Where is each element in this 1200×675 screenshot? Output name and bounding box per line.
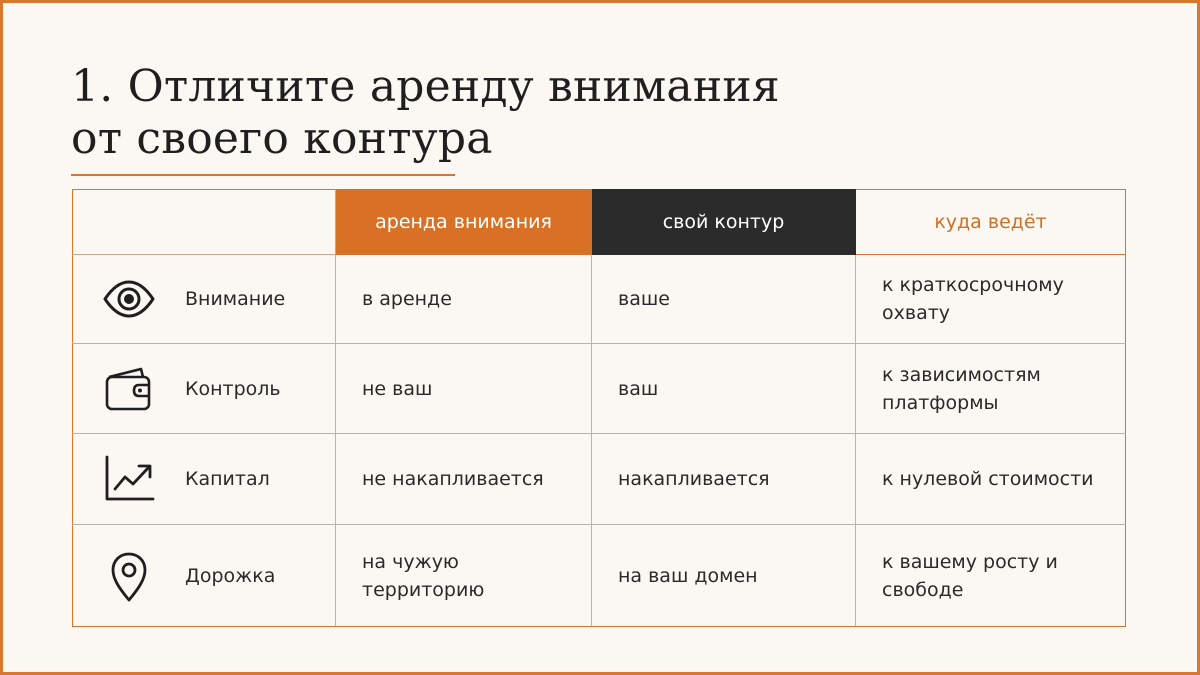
- leads-cell: к нулевой стоимости: [856, 434, 1126, 525]
- rent-cell: не накапливается: [336, 434, 592, 525]
- row-label-cell: [73, 434, 336, 525]
- header-own-contour: свой контур: [592, 190, 856, 255]
- title-line-2: от своего контура: [71, 113, 493, 164]
- row-label: Внимание: [185, 288, 286, 310]
- table-row: [73, 344, 1126, 434]
- row-label-cell: [73, 344, 336, 434]
- leads-cell: к зависимостям платформы: [856, 344, 1126, 434]
- row-label: Контроль: [185, 377, 281, 400]
- slide-title: [71, 61, 780, 165]
- comparison-table: [72, 189, 1126, 627]
- wallet-icon: [101, 361, 157, 417]
- header-empty-cell: [73, 190, 336, 255]
- row-label-cell: [73, 255, 336, 344]
- own-cell: накапливается: [592, 434, 856, 525]
- header-rent-attention: аренда внимания: [336, 190, 592, 255]
- title-underline: [71, 174, 455, 176]
- row-label: Капитал: [185, 468, 270, 490]
- table-row: [73, 525, 1126, 627]
- table-row: [73, 255, 1126, 344]
- leads-cell: к краткосрочному охвату: [856, 255, 1126, 344]
- table-row: [73, 434, 1126, 525]
- title-line-1: 1. Отличите аренду внимания: [71, 61, 780, 112]
- row-label-cell: [73, 525, 336, 627]
- rent-cell: на чужую территорию: [336, 525, 592, 627]
- own-cell: ваше: [592, 255, 856, 344]
- own-cell: ваш: [592, 344, 856, 434]
- rent-cell: в аренде: [336, 255, 592, 344]
- header-where-it-leads: куда ведёт: [856, 190, 1126, 255]
- leads-cell: к вашему росту и свободе: [856, 525, 1126, 627]
- eye-icon: [101, 271, 157, 327]
- location-pin-icon: [101, 548, 157, 604]
- row-label: Дорожка: [185, 564, 276, 587]
- table-header-row: [73, 190, 1126, 255]
- own-cell: на ваш домен: [592, 525, 856, 627]
- trending-up-chart-icon: [101, 451, 157, 507]
- rent-cell: не ваш: [336, 344, 592, 434]
